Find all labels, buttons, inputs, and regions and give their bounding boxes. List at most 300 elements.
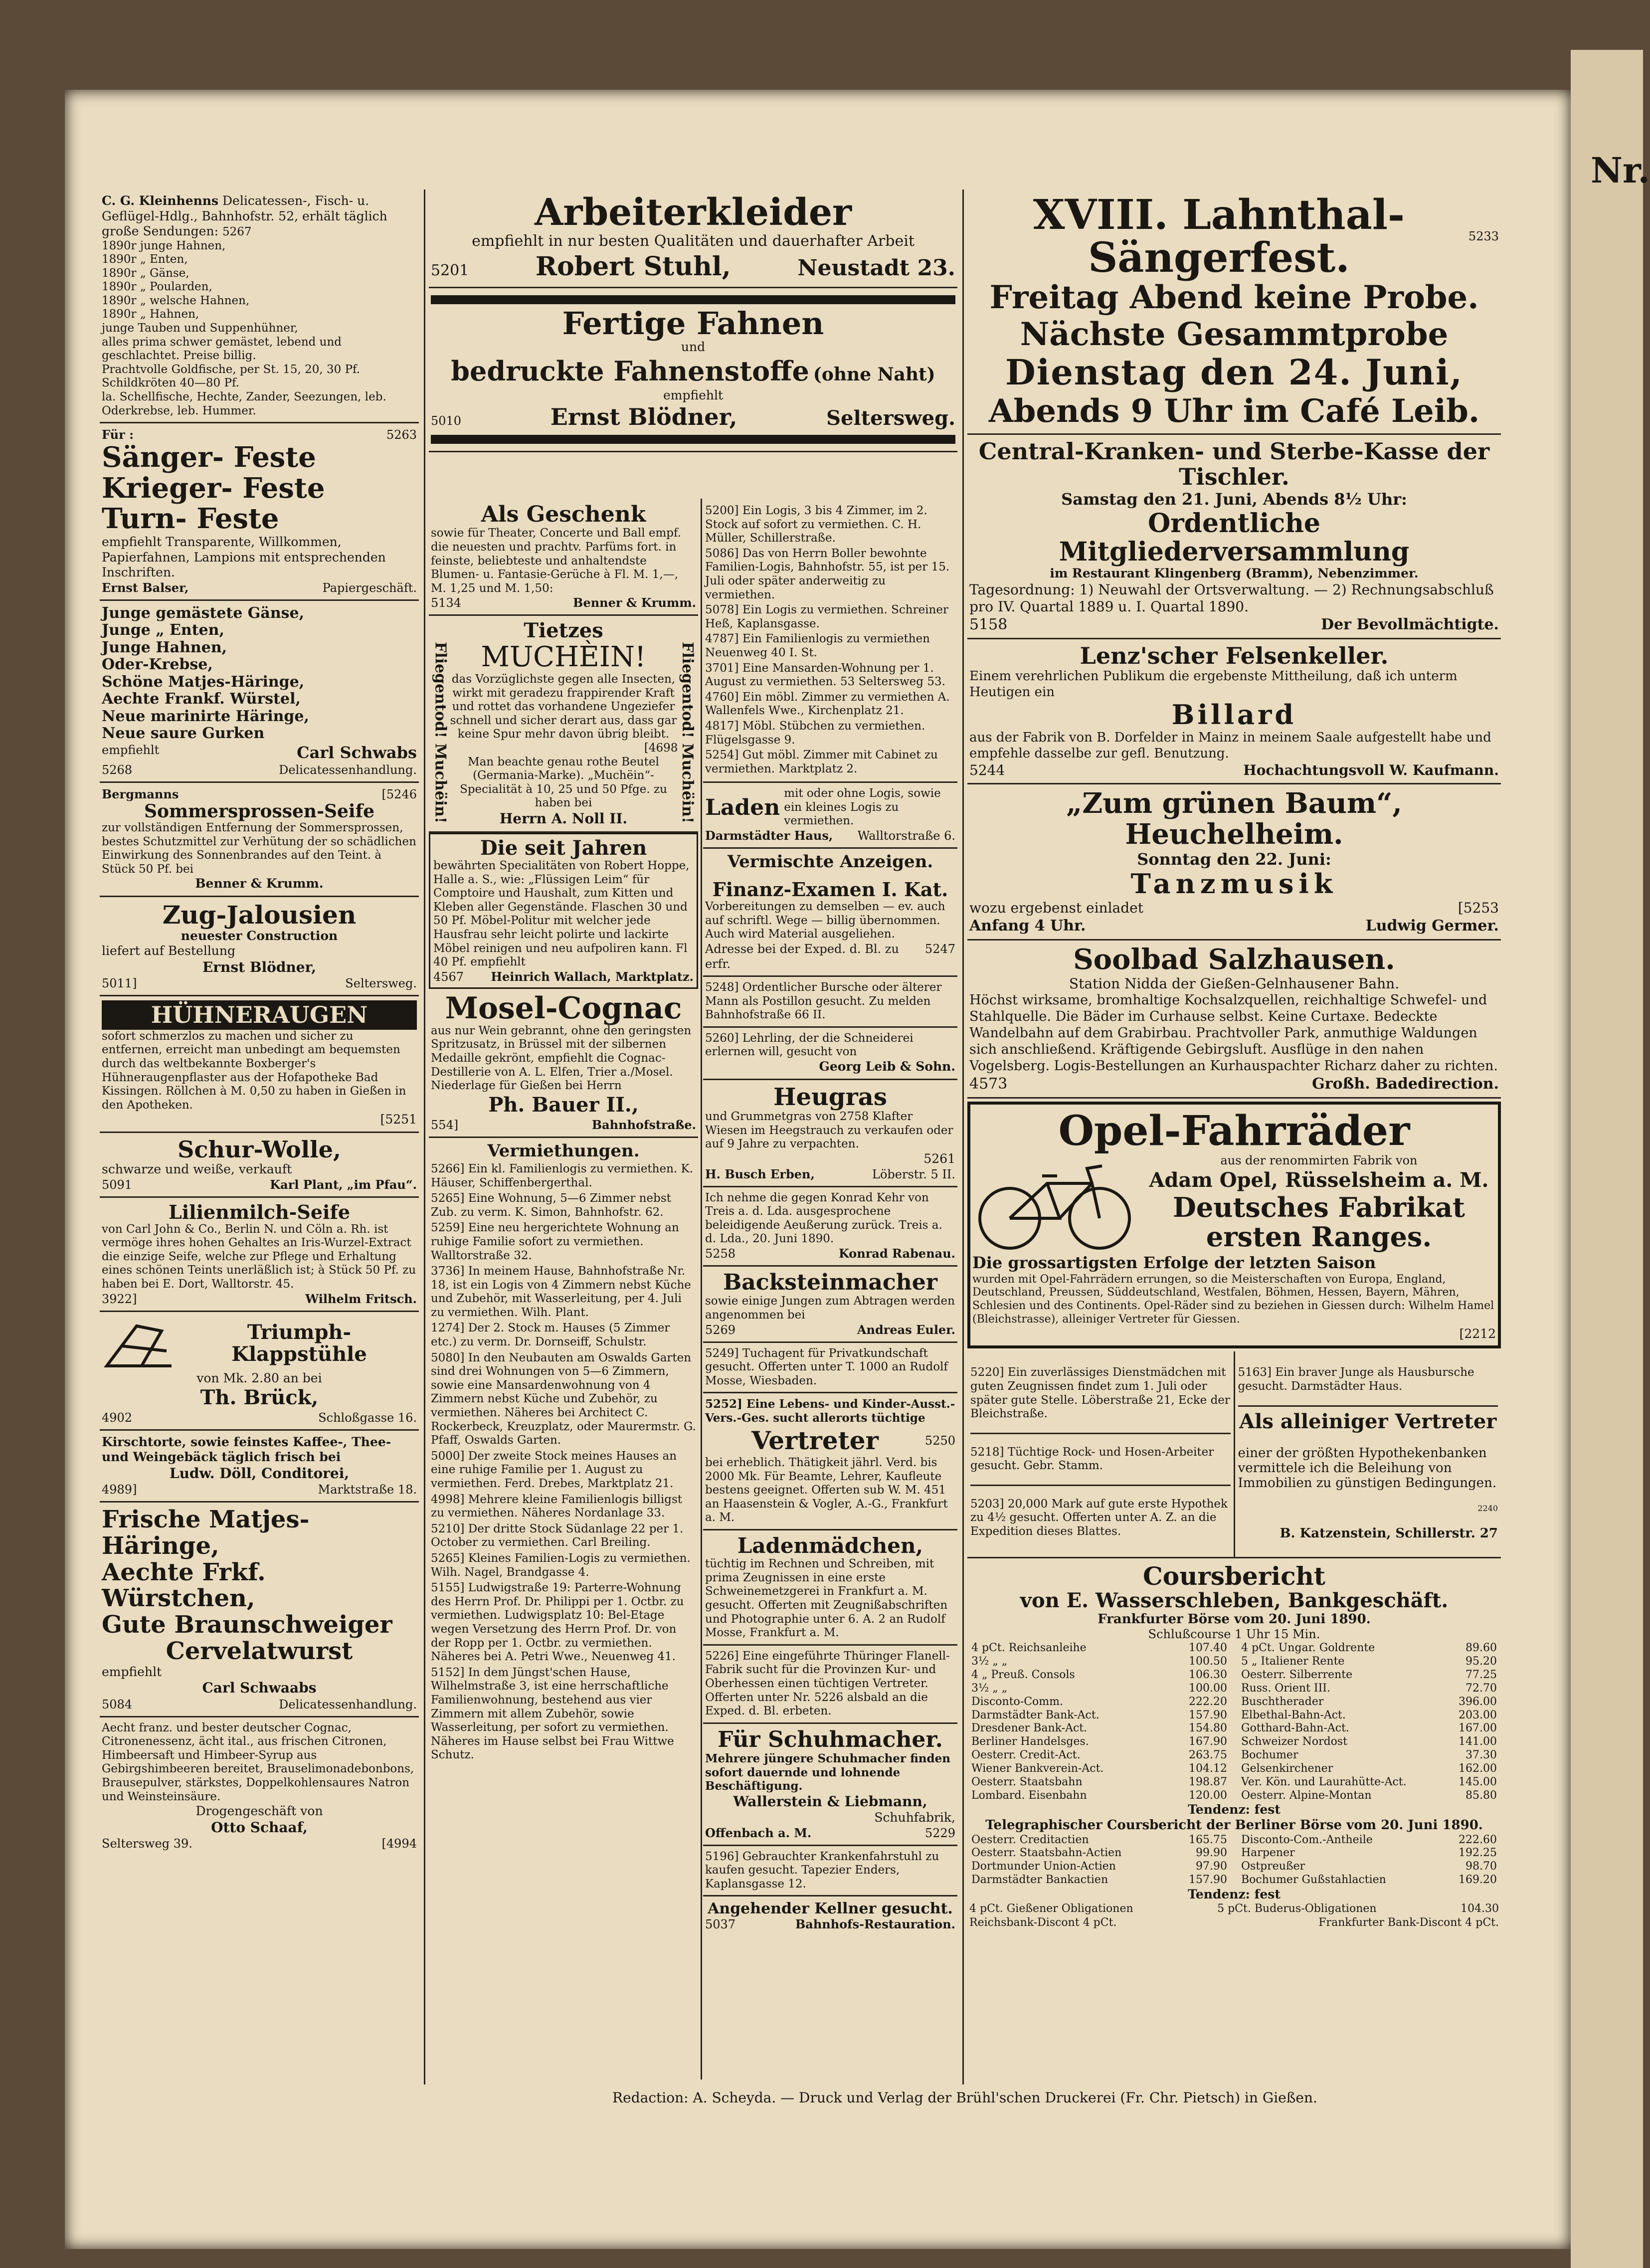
ad-date: Samstag den 21. Juni, Abends 8½ Uhr: [1061, 489, 1407, 509]
course-row [969, 1847, 1229, 1860]
list-item: Junge Hahnen, [102, 638, 227, 656]
column-2-top [429, 189, 957, 499]
list-item: Junge „ Enten, [102, 621, 224, 639]
ad-address: Walltorstraße 6. [857, 829, 955, 843]
ad-signature: Andreas Euler. [857, 1322, 955, 1337]
course-row [1239, 1696, 1499, 1709]
ad-heugras [703, 1080, 957, 1187]
list-item: Schöne Matjes-Häringe, [102, 673, 305, 691]
section-title: Vermiethungen. [487, 1140, 640, 1161]
ad-text: sofort schmerzlos zu machen und sicher zu entfernen, erreicht man unbedingt am bequemsten durch das weltbekannte Boxberger's Hühneraugenpflaster aus der Hofapotheke Bad Kissingen. Röllchen à M. 0,50 zu haben in Gießen in den Apotheken. [102, 1029, 406, 1112]
ad-signature: Ernst Balser, [102, 580, 189, 595]
ad-kellner [703, 1896, 957, 1936]
list-item: 3736] In meinem Hause, Bahnhofstraße Nr. 18, ist ein Logis von 4 Zimmern nebst Küche und Zubehör, mit Wasserleitung, per 4. Juli zu vermiethen. Wilh. Plant. [431, 1265, 691, 1319]
column-3 [967, 189, 1501, 2174]
ornament-bar [431, 295, 955, 304]
market-tendency: Tendenz: fest [1188, 1802, 1281, 1817]
ad-signature: Bahnhofs-Restauration. [795, 1917, 955, 1932]
ad-krankenfahrstuhl [703, 1846, 957, 1897]
ad-number: 2240 [1477, 1503, 1498, 1513]
ad-text: 5220] Ein zuverlässiges Dienstmädchen mit guten Zeugnissen findet zum 1. Juli oder später gute Stelle. Löberstraße 21, Ecke der Bleichstraße. [970, 1366, 1230, 1421]
ad-arbeiterkleider [429, 189, 957, 288]
section-logis [703, 499, 957, 783]
list-item: 5000] Der zweite Stock meines Hauses an eine ruhige Familie per 1. August zu vermiethen. Ferd. Drebes, Marktplatz 21. [431, 1449, 677, 1491]
ad-text: empfiehlt [102, 1664, 162, 1679]
course-value: 222.60 [1459, 1833, 1497, 1846]
course-row [1239, 1749, 1499, 1762]
ad-signature: Otto Schaaf, [211, 1819, 308, 1836]
course-row [969, 1709, 1229, 1722]
list-item: 4817] Möbl. Stübchen zu vermiethen. Flügelsgasse 9. [705, 719, 925, 747]
section-title: Coursbericht [1143, 1561, 1325, 1591]
course-name: Schweizer Nordost [1241, 1735, 1348, 1748]
ad-number: [4698 [644, 741, 678, 755]
list-item: 5200] Ein Logis, 3 bis 4 Zimmer, im 2. Stock auf sofort zu vermiethen. C. H. Müller, Schillerstraße. [705, 504, 927, 545]
ad-text: Man beachte genau rothe Beutel (Germania-Marke). „Muchëin“-Specialität à 10, 25 und 50 Pfge. zu haben bei [460, 755, 667, 810]
ad-headline: Mosel-Cognac [445, 990, 682, 1026]
course-name: Buschtherader [1241, 1695, 1324, 1708]
ad-geschenk [429, 499, 698, 616]
ad-headline: Als Geschenk [481, 502, 646, 527]
next-page-number: Nr. [1591, 150, 1650, 191]
course-value: 85.80 [1466, 1789, 1497, 1802]
ad-number: 5229 [924, 1826, 955, 1840]
ad-signature: Benner & Krumm. [573, 595, 696, 610]
ad-address: Offenbach a. M. [705, 1825, 812, 1840]
ad-vertreter [703, 1393, 957, 1530]
list-item: 3701] Eine Mansarden-Wohnung per 1. August zu vermiethen. 53 Seltersweg 53. [705, 661, 945, 689]
ad-headline: Soolbad Salzhausen. [1073, 943, 1395, 976]
ad-headline: Turn- Feste [102, 502, 279, 536]
ad-text: Die grossartigsten Erfolge der letzten Saison [972, 1253, 1376, 1273]
ad-headline: Fertige Fahnen [562, 305, 824, 342]
course-row [969, 1642, 1229, 1655]
course-row [969, 1749, 1229, 1762]
list-item: 1890r „ Enten, [102, 253, 188, 266]
ad-headline: Billard [1171, 699, 1297, 731]
section-subtitle: Frankfurter Börse vom 20. Juni 1890. [1098, 1611, 1371, 1627]
ad-headline: MUCHÈIN! [481, 641, 646, 674]
ad-line: Nächste Gesammtprobe [1020, 315, 1449, 353]
list-item: 4998] Mehrere kleine Familienlogis billigst zu vermiethen. Näheres Nordanlage 33. [431, 1493, 683, 1520]
ad-text: aus der renommirten Fabrik von [1220, 1153, 1418, 1168]
course-name: 3½ „ „ [971, 1655, 1008, 1668]
ad-number: 5261 [923, 1151, 955, 1166]
list-item: 5155] Ludwigstraße 19: Parterre-Wohnung des Herrn Prof. Dr. Philippi per 1. Octbr. zu vermiethen. Ludwigsplatz 10: Bel-Etage wegen Versetzung des Herrn Prof. Dr. von der Ropp per 1. Octbr. zu vermiethen. Näheres bei A. Petri Wwe., Neuenweg 41. [431, 1581, 684, 1664]
course-value: 165.75 [1189, 1833, 1227, 1846]
ad-bergmann [100, 783, 419, 897]
section-subtitle: Schlußcourse 1 Uhr 15 Min. [1148, 1627, 1320, 1642]
ad-signature: Wilhelm Fritsch. [305, 1291, 417, 1306]
ad-headline: Die seit Jahren [480, 836, 647, 860]
ad-line: Freitag Abend keine Probe. [989, 279, 1479, 317]
course-value: 157.90 [1189, 1708, 1227, 1721]
course-value: 145.00 [1459, 1775, 1497, 1788]
course-row [969, 1735, 1229, 1749]
list-item: Aechte Frankf. Würstel, [102, 690, 301, 708]
ad-signature: B. Katzenstein, Schillerstr. 27 [1280, 1525, 1498, 1541]
ad-flanell [703, 1646, 957, 1724]
ad-address: Seltersweg 39. [102, 1836, 192, 1851]
list-item: 1890r „ welsche Hahnen, [102, 294, 250, 307]
ad-saengerfest [967, 189, 1501, 435]
ad-schuhmacher [703, 1724, 957, 1846]
course-value: 192.25 [1459, 1847, 1497, 1860]
ad-kehr [703, 1187, 957, 1267]
ad-signature: Wallerstein & Liebmann, [733, 1793, 927, 1810]
ad-text: von Carl John & Co., Berlin N. und Cöln a. Rh. ist vermöge ihres hohen Gehaltes an Iris-Wurzel-Extract die einzige Seife, welche zur Pflege und Erhaltung eines schönen Teints unerläßlich ist; à Stück 50 Pf. zu haben bei E. Dort, Walltorstr. 45. [102, 1222, 416, 1291]
list-item: 5254] Gut möbl. Zimmer mit Cabinet zu vermiethen. Marktplatz 2. [705, 749, 938, 775]
ad-signature: Darmstädter Haus, [705, 828, 833, 843]
ad-number: 4989] [102, 1483, 137, 1497]
ad-text: empfiehlt Transparente, Willkommen, Papierfahnen, Lampions mit entsprechenden Inschriften. [102, 535, 386, 579]
ad-subtitle: Station Nidda der Gießen-Gelnhausener Bahn. [1069, 975, 1400, 992]
ad-signature: Ludwig Germer. [1365, 917, 1499, 935]
ad-address: Bahnhofstraße. [591, 1117, 696, 1132]
course-value: 107.40 [1189, 1642, 1227, 1655]
ad-text: von Mk. 2.80 an bei [196, 1370, 322, 1385]
course-name: Oesterr. Silberrente [1241, 1669, 1353, 1682]
ad-number: 5037 [705, 1917, 736, 1932]
ad-number: 4902 [102, 1410, 133, 1425]
ad-text: 5196] Gebrauchter Krankenfahrstuhl zu kaufen gesucht. Tapezier Enders, Kaplansgasse 12. [705, 1850, 939, 1890]
ad-line: Dienstag den 24. Juni, [1005, 352, 1463, 393]
course-name: Lombard. Eisenbahn [971, 1789, 1087, 1802]
ad-mosel-cognac [429, 989, 698, 1138]
ad-subtitle: Schuhfabrik, [874, 1810, 955, 1825]
ad-number: 5134 [431, 596, 462, 610]
ad-text: 5203] 20,000 Mark auf gute erste Hypothek zu 4½ gesucht. Offerten unter A. Z. an die Expedition dieses Blattes. [970, 1497, 1228, 1538]
ad-signature: Konrad Rabenau. [838, 1246, 955, 1261]
ad-text: das Vorzüglichste gegen alle Insecten, wirkt mit geradezu frappirender Kraft und rottet das vorhandene Ungeziefer schnell und sicher derart aus, dass gar keine Spur mehr davon übrig bleibt. [450, 672, 677, 741]
ad-text: und Grummetgras von 2758 Klafter Wiesen im Heegstrauch zu verkaufen oder auf 9 Jahre zu verpachten. [705, 1110, 953, 1151]
course-name: Bochumer Gußstahlactien [1241, 1874, 1386, 1887]
course-value: 99.90 [1196, 1847, 1227, 1860]
ad-signature: H. Busch Erben, [705, 1166, 815, 1181]
course-name: Oesterr. Credit-Act. [971, 1749, 1081, 1762]
course-value: 167.90 [1189, 1735, 1227, 1748]
ad-number: 5084 [102, 1697, 133, 1711]
ad-triumph [100, 1312, 419, 1431]
course-note: 4 pCt. Gießener Obligationen [969, 1902, 1133, 1915]
section-title: Vermischte Anzeigen. [727, 852, 933, 872]
ad-subtitle: Papiergeschäft. [322, 580, 417, 595]
ad-headline: Triumph-Klappstühle [231, 1320, 367, 1366]
ad-text: und [681, 340, 706, 355]
course-table-right [1239, 1642, 1499, 1802]
course-value: 157.90 [1189, 1874, 1227, 1887]
course-note: 5 pCt. Buderus-Obligationen [1217, 1902, 1377, 1915]
course-note: Frankfurter Bank-Discont 4 pCt. [1318, 1916, 1499, 1929]
ad-soolbad [967, 941, 1501, 1099]
ad-saenger [100, 423, 419, 600]
course-row [969, 1722, 1229, 1735]
ad-text: (ohne Naht) [813, 364, 935, 385]
ornament-bar [431, 435, 955, 444]
divider [970, 1433, 1231, 1434]
ad-schwabs-1 [100, 601, 419, 783]
section-vermiethungen [429, 1138, 698, 1768]
list-item: 5266] Ein kl. Familienlogis zu vermiethen. K. Häuser, Schiffenbergerthal. [431, 1162, 694, 1189]
divider [1238, 1405, 1498, 1407]
ad-number: 5258 [705, 1246, 736, 1261]
ad-text: Anfang 4 Uhr. [969, 917, 1086, 935]
ad-text: 5249] Tuchagent für Privatkundschaft gesucht. Offerten unter T. 1000 an Rudolf Mosse, Wiesbaden. [705, 1346, 948, 1387]
ad-lenz [967, 639, 1501, 784]
course-row [969, 1762, 1229, 1776]
ad-text: 5248] Ordentlicher Bursche oder älterer Mann als Postillon gesucht. Zu melden Bahnhofstraße 66 II. [705, 981, 942, 1022]
list-item: 5080] In den Neubauten am Oswalds Garten sind drei Wohnungen von 5—6 Zimmern, sowie eine Mansardenwohnung von 4 Zimmern nebst Küche und Zubehör, zu vermiethen. Näheres bei Architect C. Rockerbeck, Kreuzplatz, oder Maurermstr. G. Pfaff, Oswalds Garten. [431, 1351, 696, 1447]
ad-jalousien [100, 897, 419, 996]
ad-tuchagent [703, 1343, 957, 1394]
ad-text: Mehrere jüngere Schuhmacher finden sofort dauernde und lohnende Beschäftigung. [705, 1752, 950, 1793]
course-name: Wiener Bankverein-Act. [971, 1762, 1104, 1775]
ad-lines [102, 239, 417, 418]
ad-signature: Ernst Blödner, [550, 403, 737, 431]
ad-text: sowie für Theater, Concerte und Ball empf. die neuesten und prachtv. Parfüms fort. in feinste, beliebteste und anhaltendste Blumen- u. Fantasie-Gerüche à Fl. M. 1,—, M. 1,25 und M. 1,50: [431, 527, 682, 595]
ad-headline: Backsteinmacher [723, 1269, 937, 1295]
ad-number: [5251 [380, 1112, 417, 1127]
course-row [1239, 1655, 1499, 1669]
course-value: 100.50 [1189, 1655, 1227, 1668]
course-value: 167.00 [1459, 1722, 1497, 1735]
ad-text: einer der größten Hypothekenbanken vermittele ich die Beleihung von Immobilien zu günstigen Bedingungen. [1238, 1445, 1497, 1491]
ad-text: empfiehlt in nur besten Qualitäten und dauerhafter Arbeit [472, 232, 915, 250]
list-item: Cervelatwurst [166, 1637, 353, 1666]
course-name: Ostpreußer [1241, 1860, 1305, 1873]
ad-number: 5233 [1468, 229, 1499, 244]
ad-signature: Ph. Bauer II., [488, 1093, 639, 1117]
ad-headline: „Zum grünen Baum“, Heuchelheim. [1066, 787, 1402, 851]
ad-lehrling [703, 1028, 957, 1080]
course-value: 141.00 [1459, 1735, 1497, 1748]
ad-number: 4573 [969, 1075, 1008, 1093]
ad-text: empfiehlt [102, 743, 160, 757]
list-item: 1890r junge Hahnen, [102, 239, 226, 252]
course-name: Disconto-Com.-Antheile [1241, 1833, 1373, 1846]
ad-signature: Hochachtungsvoll W. Kaufmann. [1243, 762, 1499, 779]
column-rule [701, 499, 702, 2079]
ad-signature: Carl Schwaabs [202, 1680, 317, 1697]
ad-text: Delicatessen-, Fisch- u. Geflügel-Hdlg., Bahnhofstr. 52, erhält täglich große Sendungen: [102, 193, 387, 238]
ad-left [967, 1351, 1235, 1556]
course-name: Berliner Handelsges. [971, 1735, 1089, 1748]
ad-headline: Arbeiterkleider [535, 191, 852, 234]
course-name: 4 pCt. Reichsanleihe [971, 1642, 1087, 1655]
ad-text: Höchst wirksame, bromhaltige Kochsalzquellen, reichhaltige Schwefel- und Stahlquelle. Die Bäder im Curhause selbst. Keine Curtaxe. Bedeckte Wandelbahn auf dem Grabirbau. Prachtvoller Park, anmuthige Waldungen sich anschließend. Kräftigende Gebirgsluft. Ausflüge in den nahen Vogelsberg. Logis-Bestellungen an Kurhauspachter Richarz daher zu richten. [969, 992, 1498, 1074]
course-value: 162.00 [1459, 1762, 1497, 1775]
ad-headline: Angehender Kellner gesucht. [708, 1900, 953, 1918]
list-item: 1890r „ Hahnen, [102, 308, 199, 321]
course-row [969, 1860, 1229, 1874]
ad-number: 4567 [433, 969, 464, 984]
ad-number: 554] [431, 1118, 459, 1132]
course-row [1239, 1776, 1499, 1789]
course-row [1239, 1874, 1499, 1887]
ad-headline: Vertreter [751, 1425, 879, 1455]
ad-huehneraugen [100, 996, 419, 1133]
ad-signature: Heinrich Wallach, Marktplatz. [491, 969, 694, 984]
course-row [1239, 1762, 1499, 1776]
list-item: 1274] Der 2. Stock m. Hauses (5 Zimmer etc.) zu verm. Dr. Dornseiff, Schulstr. [431, 1322, 670, 1349]
ad-headline: Für Schuhmacher. [718, 1726, 943, 1752]
ad-headline: ersten Ranges. [1206, 1220, 1432, 1253]
ad-headline: Lenz'scher Felsenkeller. [1080, 642, 1389, 670]
ad-address: Löberstr. 5 II. [872, 1167, 955, 1181]
ad-headline: Central-Kranken- und Sterbe-Kasse der Tischler. [978, 438, 1490, 491]
ad-text: 5163] Ein braver Junge als Hausbursche gesucht. Darmstädter Haus. [1238, 1366, 1474, 1393]
ad-text: mit oder ohne Logis, sowie ein kleines Logis zu vermiethen. [784, 787, 941, 828]
list-item: 5265] Kleines Familien-Logis zu vermiethen. Wilh. Nagel, Brandgasse 4. [431, 1551, 691, 1579]
list-item: Junge gemästete Gänse, [102, 604, 305, 622]
list-item: Neue saure Gurken [102, 725, 265, 742]
list-item: Prachtvolle Goldfische, per St. 15, 20, 30 Pf. Schildkröten 40—80 Pf. [102, 363, 361, 390]
ad-title: Bergmanns [102, 786, 179, 801]
course-name: Bochumer [1241, 1749, 1298, 1762]
ad-number: 5247 [924, 942, 955, 956]
ad-headline: Sommersprossen-Seife [144, 800, 374, 822]
ad-signature: Herrn A. Noll II. [499, 810, 628, 827]
ad-text: Kirschtorte, sowie feinstes Kaffee-, Thee- und Weingebäck täglich frisch bei [102, 1434, 391, 1465]
ad-headline: Krieger- Feste [102, 471, 325, 505]
ad-signature: Georg Leib & Sohn. [819, 1059, 955, 1074]
course-row [969, 1789, 1229, 1803]
course-value: 97.90 [1196, 1860, 1227, 1873]
course-value: 106.30 [1189, 1669, 1227, 1682]
market-tendency: Tendenz: fest [1188, 1887, 1281, 1901]
course-row [1239, 1682, 1499, 1696]
ad-headline: bedruckte Fahnenstoffe [451, 355, 809, 387]
ad-schurwolle [100, 1133, 419, 1198]
list-item: 5265] Eine Wohnung, 5—6 Zimmer nebst Zub. zu verm. K. Simon, Bahnhofstr. 62. [431, 1192, 671, 1219]
course-value: 263.75 [1189, 1749, 1227, 1762]
ad-number: 5091 [102, 1177, 133, 1192]
list-item: 5259] Eine neu hergerichtete Wohnung an ruhige Familie sofort zu vermiethen. Walltorstraße 32. [431, 1221, 679, 1262]
ad-subtitle: Delicatessenhandlung. [279, 1697, 417, 1711]
ad-text: wozu ergebenst einladet [969, 899, 1143, 916]
list-item: 5086] Das von Herrn Boller bewohnte Familien-Logis, Bahnhofstr. 55, ist per 15. Juli oder später anderweitig zu vermiethen. [705, 547, 950, 601]
deck-chair-illustration [102, 1316, 177, 1371]
bicycle-illustration [972, 1153, 1137, 1253]
course-name: Oesterr. Alpine-Montan [1241, 1789, 1372, 1802]
ad-subtitle: Delicatessenhandlung. [279, 762, 417, 777]
ad-text: 5252] Eine Lebens- und Kinder-Ausst.-Vers.-Ges. sucht allerorts tüchtige [705, 1397, 955, 1425]
ad-gruener-baum [967, 784, 1501, 941]
ad-number: 5263 [386, 428, 417, 442]
ad-number: 5011] [102, 976, 137, 991]
ad-signature: Carl Schwabs [297, 743, 417, 762]
course-name: Dresdener Bank-Act. [971, 1722, 1088, 1735]
course-name: Darmstädter Bank-Act. [971, 1708, 1100, 1721]
ad-headline: Heugras [773, 1083, 887, 1111]
course-name: Oesterr. Staatsbahn [971, 1775, 1083, 1788]
ad-headline: Zug-Jalousien [162, 900, 357, 930]
ad-number: 3922] [102, 1292, 137, 1306]
course-name: Disconto-Comm. [971, 1695, 1064, 1708]
ad-text: Drogengeschäft von [195, 1804, 323, 1819]
course-name: 4 „ Preuß. Consols [971, 1669, 1075, 1682]
course-value: 222.20 [1189, 1695, 1227, 1708]
ad-text: wurden mit Opel-Fahrrädern errungen, so die Meisterschaften von Europa, England, Deutschland, Preussen, Süddeutschland, Westfalen, Böhmen, Hessen, Bayern, Mähren, Schlesien und des Continents. Opel-Räder sind zu beziehen in Giessen durch: Wilhelm Hamel (Bleichstrasse), alleiniger Vertreter für Giessen. [972, 1273, 1494, 1325]
ad-signature: Großh. Badedirection. [1312, 1075, 1499, 1093]
ad-number: 5010 [431, 414, 462, 428]
ad-text: Vorbereitungen zu demselben — ev. auch auf schriftl. Wege — billig übernommen. Auch wird Material ausgeliehen. [705, 900, 945, 941]
column-rule [424, 189, 425, 2084]
list-item: 1890r „ Gänse, [102, 266, 189, 280]
course-row [1239, 1642, 1499, 1655]
ad-text: 5226] Eine eingeführte Thüringer Flanell-Fabrik sucht für die Provinzen Kur- und Oberhessen einen tüchtigen Vertreter. Offerten unter Nr. 5226 alsbald an die Exped. d. Bl. erbeten. [705, 1649, 950, 1718]
ad-signature: Robert Stuhl, [535, 251, 731, 282]
ad-backsteinmacher [703, 1267, 957, 1343]
ad-number: [4994 [381, 1836, 417, 1851]
ad-lilienmilch [100, 1198, 419, 1312]
column-rule [962, 189, 964, 2084]
course-name: 5 „ Italiener Rente [1241, 1655, 1345, 1668]
course-value: 100.00 [1189, 1682, 1227, 1695]
course-row [1239, 1847, 1499, 1860]
course-name: 4 pCt. Ungar. Goldrente [1241, 1642, 1375, 1655]
course-row [1239, 1669, 1499, 1682]
list-item: 1890r „ Poularden, [102, 280, 212, 294]
course-row [1239, 1860, 1499, 1874]
column-2b [703, 499, 957, 2079]
list-item: 5152] In dem Jüngst'schen Hause, Wilhelmstraße 3, ist eine herrschaftliche Familienwohnung, bestehend aus vier Zimmern mit allem Zubehör, sowie Wasserleitung, per sofort zu vermiethen. Näheres im Hause selbst bei Frau Wittwe Schutz. [431, 1666, 674, 1762]
course-value: 120.00 [1189, 1789, 1227, 1802]
ad-text: empfiehlt [663, 387, 724, 402]
ad-address: Adresse bei der Exped. d. Bl. zu erfr. [705, 942, 899, 971]
course-note: Reichsbank-Discont 4 pCt. [969, 1916, 1117, 1929]
ad-schwaabs-2 [100, 1503, 419, 1717]
list-item: Aechte Frkf. Würstchen, [102, 1558, 266, 1613]
course-name: Dortmunder Union-Actien [971, 1860, 1116, 1873]
column-1 [100, 189, 419, 2174]
list-item: junge Tauben und Suppenhühner, [102, 322, 298, 335]
course-row [1239, 1709, 1499, 1722]
ad-address: Neustadt 23. [797, 255, 955, 281]
telegraph-table [969, 1834, 1499, 1887]
course-row [969, 1874, 1229, 1887]
ad-number: 5267 [222, 225, 252, 238]
list-item: 5078] Ein Logis zu vermiethen. Schreiner Heß, Kaplansgasse. [705, 603, 948, 630]
course-value: 98.70 [1466, 1860, 1497, 1873]
ad-subtitle: Adam Opel, Rüsselsheim a. M. [1149, 1168, 1489, 1192]
ad-headline: Deutsches Fabrikat [1173, 1191, 1465, 1223]
list-item: 5210] Der dritte Stock Südanlage 22 per 1. October zu vermiethen. Carl Breiling. [431, 1522, 684, 1549]
ad-address: Seltersweg. [345, 976, 417, 991]
course-name: Ver. Kön. und Laurahütte-Act. [1241, 1775, 1407, 1788]
ad-number: 5269 [705, 1323, 736, 1337]
ad-laden [703, 783, 957, 849]
ad-number: 5250 [924, 1433, 955, 1448]
column-2a [429, 499, 698, 2079]
ad-title: Tietzes [524, 619, 603, 643]
ad-line: Abends 9 Uhr im Café Leib. [988, 392, 1480, 430]
ad-text: tüchtig im Rechnen und Schreiben, mit prima Zeugnissen in eine erste Schweinemetzgerei in Frankfurt a. M. gesucht. Offerten mit Zeugnißabschriften und Photographie unter 6. A. 2 an Rudolf Mosse, Frankfurt a. M. [705, 1557, 948, 1640]
telegraph-table-right [1239, 1834, 1499, 1887]
ad-side-text: Fliegentod! Muchëin! [679, 642, 696, 824]
ad-text: bei erheblich. Thätigkeit jährl. Verd. bis 2000 Mk. Für Beamte, Lehrer, Kaufleute bestens geeignet. Offerten sub W. M. 451 an Haasenstein & Vogler, A.-G., Frankfurt a. M. [705, 1456, 948, 1524]
ad-text: Einem verehrlichen Publikum die ergebenste Mittheilung, daß ich unterm Heutigen ein [969, 668, 1458, 700]
section-subtitle: Telegraphischer Coursbericht der Berliner Börse vom 20. Juni 1890. [985, 1817, 1483, 1833]
ad-headline: Tanzmusik [1130, 868, 1338, 900]
list-item: 4787] Ein Familienlogis zu vermiethen Neuenweg 40 I. St. [705, 632, 930, 659]
section-subtitle: von E. Wasserschleben, Bankgeschäft. [1020, 1588, 1449, 1612]
divider [970, 1485, 1231, 1486]
ad-signature: Karl Plant, „im Pfau“. [270, 1177, 417, 1192]
course-name: Elbethal-Bahn-Act. [1241, 1708, 1346, 1721]
course-value: 37.30 [1466, 1749, 1497, 1762]
ad-headline: Sänger- Feste [102, 441, 316, 474]
